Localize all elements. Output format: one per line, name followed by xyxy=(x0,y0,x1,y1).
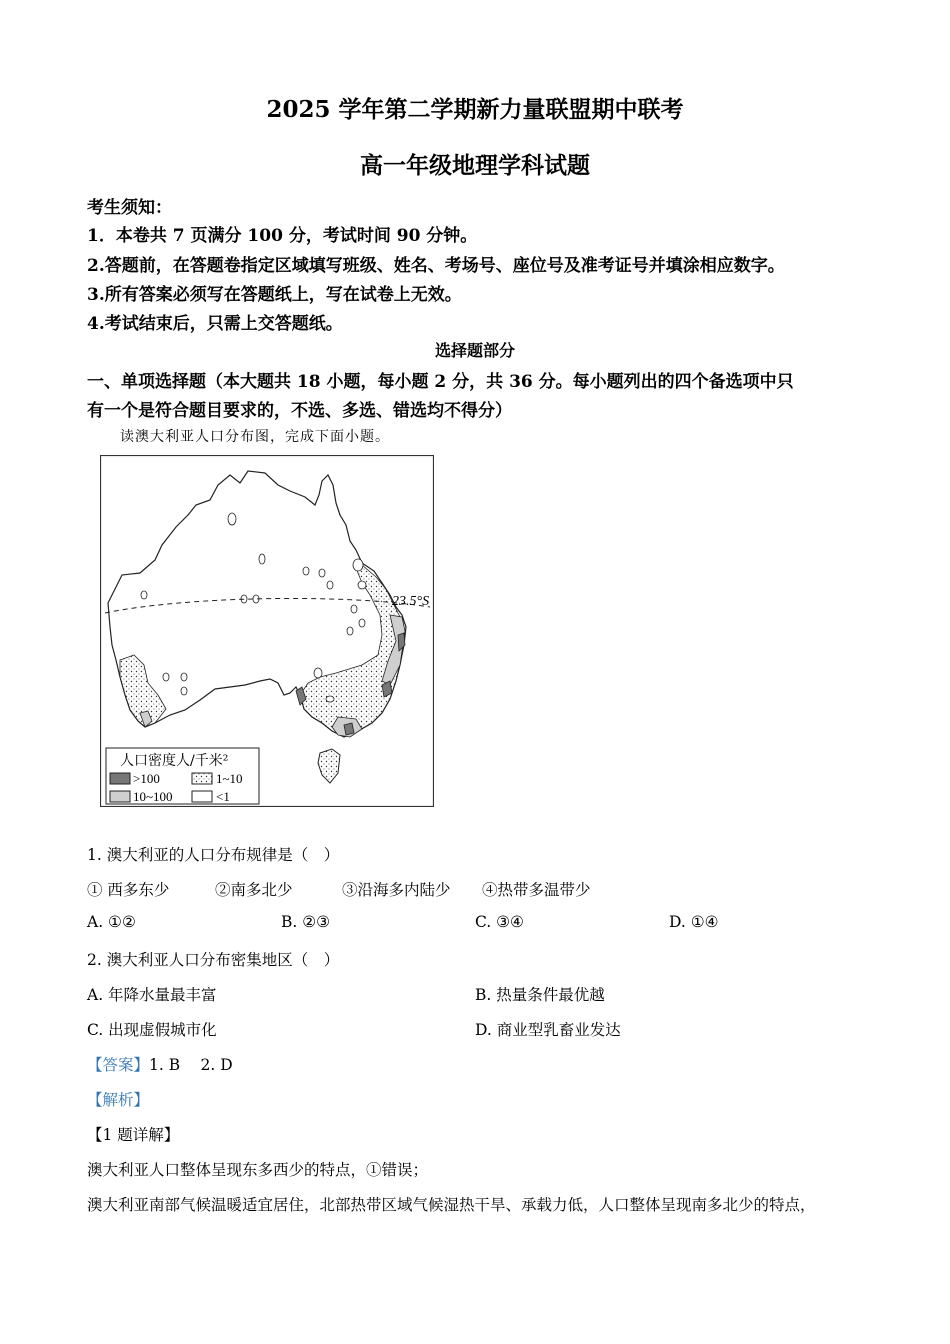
legend-swatch-over-100 xyxy=(110,773,130,784)
question-1-stem: 1. 澳大利亚的人口分布规律是（ ） xyxy=(87,846,340,864)
option-c: C. 出现虚假城市化 xyxy=(87,1021,217,1039)
statement: ③沿海多内陆少 xyxy=(342,881,451,899)
analysis-tag: 【解析】 xyxy=(87,1091,150,1109)
statement: ②南多北少 xyxy=(215,881,293,899)
latitude-label: 23.5°S xyxy=(392,594,430,609)
legend-label: <1 xyxy=(216,789,230,804)
option-a: A. ①② xyxy=(87,913,136,931)
answer-value: 1. B 2. D xyxy=(149,1056,233,1074)
statement: ① 西多东少 xyxy=(87,881,170,899)
legend-title: 人口密度人/千米² xyxy=(120,753,229,769)
answer-line xyxy=(87,1053,233,1075)
option-b: B. ②③ xyxy=(281,913,331,931)
statement: ④热带多温带少 xyxy=(482,881,591,899)
notice-item: 2.答题前，在答题卷指定区域填写班级、姓名、考场号、座位号及准考证号并填涂相应数字。 xyxy=(87,256,785,276)
notice-item: 4.考试结束后，只需上交答题纸。 xyxy=(87,314,343,334)
notice-item: 3.所有答案必须写在答题纸上，写在试卷上无效。 xyxy=(87,285,462,305)
legend-swatch-1-10 xyxy=(192,773,212,784)
density-over-100-melbourne xyxy=(344,723,354,735)
option-b: B. 热量条件最优越 xyxy=(475,986,605,1004)
australia-population-map xyxy=(100,455,434,807)
explanation-line: 澳大利亚人口整体呈现东多西少的特点，①错误； xyxy=(87,1161,429,1179)
exam-subtitle: 高一年级地理学科试题 xyxy=(360,152,590,179)
legend-label: 10~100 xyxy=(133,789,173,804)
legend-label: >100 xyxy=(133,771,160,786)
detail-tag: 【1 题详解】 xyxy=(87,1126,180,1144)
question-2-stem: 2. 澳大利亚人口分布密集地区（ ） xyxy=(87,951,340,969)
map-instruction: 读澳大利亚人口分布图，完成下面小题。 xyxy=(120,429,390,445)
exam-title: 2025 学年第二学期新力量联盟期中联考 xyxy=(266,96,684,123)
option-a: A. 年降水量最丰富 xyxy=(87,986,217,1004)
explanation-line: 澳大利亚南部气候温暖适宜居住，北部热带区域气候湿热干旱、承载力低，人口整体呈现南多北少的特点， xyxy=(87,1196,816,1214)
answer-tag: 【答案】 xyxy=(87,1056,150,1074)
legend-swatch-under-1 xyxy=(192,791,212,802)
option-d: D. 商业型乳畜业发达 xyxy=(475,1021,621,1039)
legend-swatch-10-100 xyxy=(110,791,130,802)
part-title: 选择题部分 xyxy=(434,341,515,360)
section-heading-line1: 一、单项选择题（本大题共 18 小题，每小题 2 分，共 36 分。每小题列出的四个备选项中只 xyxy=(87,372,794,392)
notice-item: 1．本卷共 7 页满分 100 分，考试时间 90 分钟。 xyxy=(87,226,478,246)
notice-heading: 考生须知： xyxy=(87,198,172,218)
option-d: D. ①④ xyxy=(669,913,719,931)
legend-label: 1~10 xyxy=(216,771,243,786)
section-heading-line2: 有一个是符合题目要求的，不选、多选、错选均不得分） xyxy=(87,401,512,421)
option-c: C. ③④ xyxy=(475,913,524,931)
